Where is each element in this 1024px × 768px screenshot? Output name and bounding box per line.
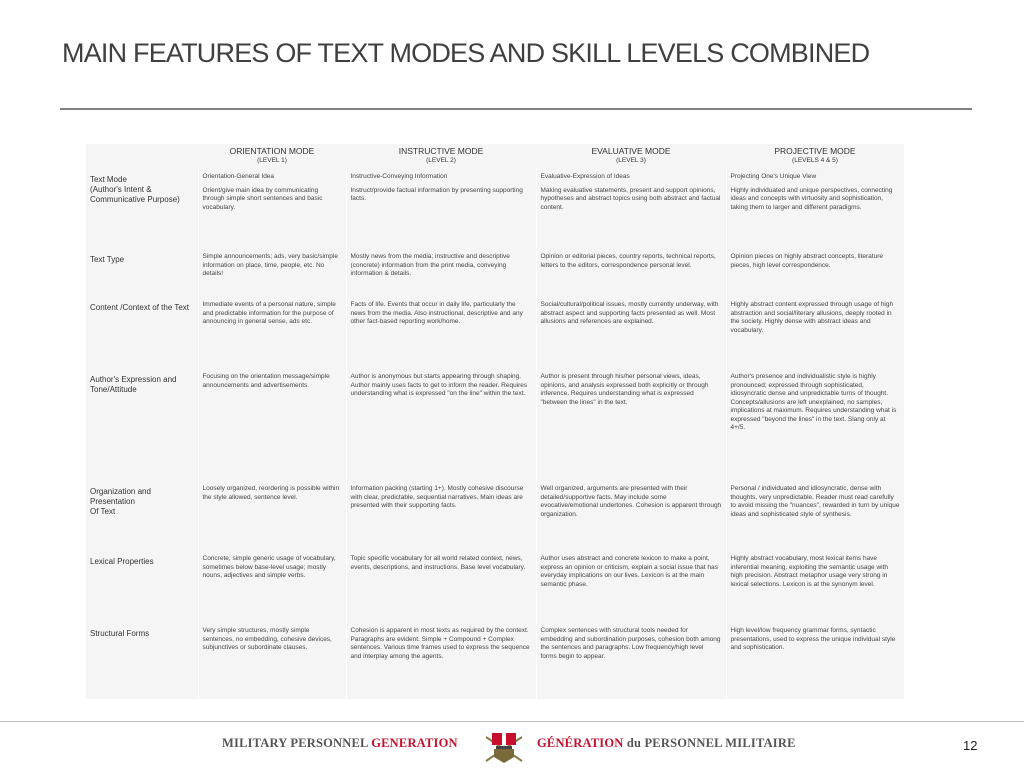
- table-cell: Instructive-Conveying Information Instruct/provide factual information by presenting supporting facts.: [346, 168, 536, 248]
- table-row: [86, 480, 904, 550]
- crest-logo-icon: [480, 727, 528, 767]
- table-row: [86, 550, 904, 622]
- table-cell: Well organized, arguments are presented with their detailed/supportive facts. May include some evocative/emotional undertones. Cohesion is apparent through organization.: [536, 480, 726, 550]
- table-row: [86, 296, 904, 368]
- page-number: 12: [963, 738, 978, 753]
- table-cell: Personal / individuated and idiosyncratic, dense with thoughts, very unpredictable. Reader must read carefully to avoid missing the "nuances", rewarded in turn by unique ideas and sophisticated style of synthesis.: [726, 480, 904, 550]
- row-header: Organization and Presentation Of Text: [90, 487, 151, 516]
- table-cell: Opinion or editorial pieces, country reports, technical reports, letters to the editors, correspondence personal level.: [536, 248, 726, 296]
- column-header: PROJECTIVE MODE (LEVELS 4 & 5): [774, 146, 856, 164]
- row-header: Text Mode (Author's Intent & Communicative Purpose): [90, 175, 180, 204]
- row-header: Lexical Properties: [90, 557, 154, 566]
- table-cell: Highly abstract content expressed through usage of high abstraction and social/literary allusions, deeply rooted in the society. Highly dense with abstract ideas and vocabulary.: [726, 296, 904, 368]
- table-cell: Author's presence and individualistic style is highly pronounced; expressed through sophisticated, idiosyncratic dense and unpredictable turns of thought. Concepts/allusions are left unexplained, no samples, implications at maximum. Requires understanding what is expressed "beyond the lines" in the text. Slang only at 4+/5.: [726, 368, 904, 480]
- table-cell: Author is present through his/her personal views, ideas, opinions, and analysis expressed both explicitly or through inference. Requires understanding what is expressed "between the lines" in the text.: [536, 368, 726, 480]
- table-cell: High level/low frequency grammar forms, syntactic presentations, used to express the unique individual style and sophistication.: [726, 622, 904, 699]
- features-table: [86, 144, 904, 699]
- table-cell: Author uses abstract and concrete lexicon to make a point, express an opinion or criticism, explain a social issue that has everyday implications on our lives. Lexicon is at the main semantic phase.: [536, 550, 726, 622]
- row-header: Author's Expression and Tone/Attitude: [90, 375, 177, 394]
- table-cell: Mostly news from the media; instructive and descriptive (concrete) information from the print media, conveying information & details.: [346, 248, 536, 296]
- row-header: Structural Forms: [90, 629, 150, 638]
- column-header: INSTRUCTIVE MODE (LEVEL 2): [398, 146, 484, 164]
- table-cell: Highly abstract vocabulary, most lexical items have inferential meaning, exploiting the semantic usage with high precision. Abstract metaphor usage very strong in lexical selections. Lexicon is at the synonym level.: [726, 550, 904, 622]
- row-header: Text Type: [90, 255, 125, 264]
- table-cell: Cohesion is apparent in most texts as required by the context. Paragraphs are evident. Simple + Compound + Complex sentences. Various time frames used to express the sequence and interplay among the agents.: [346, 622, 536, 699]
- table-cell: Facts of life. Events that occur in daily life, particularly the news from the media. Also instructional, descriptive and any other fact-based reporting work/home.: [346, 296, 536, 368]
- table-row: [86, 168, 904, 248]
- brand-english: MILITARY PERSONNEL GENERATION: [222, 736, 458, 750]
- table-row: [86, 248, 904, 296]
- table-cell: Very simple structures, mostly simple sentences, no embedding, cohesive devices, subjunctives or subordinate clauses.: [198, 622, 346, 699]
- table-cell: Complex sentences with structural tools needed for embedding and subordination purposes, cohesion both among the sentences and paragraphs. Low frequency/high level forms begin to appear.: [536, 622, 726, 699]
- table-cell: Orientation-General Idea Orient/give main idea by communicating through simple short sentences and basic vocabulary.: [198, 168, 346, 248]
- table-row: [86, 368, 904, 480]
- table-cell: Information packing (starting 1+). Mostly cohesive discourse with clear, predictable, sequential narratives. Main ideas are presented with their supporting facts.: [346, 480, 536, 550]
- column-header: EVALUATIVE MODE (LEVEL 3): [591, 146, 671, 164]
- table-row: [86, 622, 904, 699]
- table-cell: Loosely organized, reordering is possible within the style allowed, sentence level.: [198, 480, 346, 550]
- table-cell: Evaluative-Expression of Ideas Making evaluative statements, present and support opinions, hypotheses and abstract topics using both abstract and factual content.: [536, 168, 726, 248]
- table-cell: Focusing on the orientation message/simple announcements and advertisements.: [198, 368, 346, 480]
- page-title: MAIN FEATURES OF TEXT MODES AND SKILL LEVELS COMBINED: [62, 38, 870, 68]
- table-header-row: [86, 144, 904, 168]
- table-cell: Author is anonymous but starts appearing through shaping. Author mainly uses facts to get to inform the reader. Requires understanding what is expressed "on the line" within the text.: [346, 368, 536, 480]
- table-cell: Concrete, simple generic usage of vocabulary, sometimes below base-level usage; mostly nouns, adjectives and simple verbs.: [198, 550, 346, 622]
- title-divider: [60, 108, 972, 110]
- table-cell: Projecting One's Unique View Highly individuated and unique perspectives, connecting ideas and concepts with virtuosity and sophistication, taking them to larger and different paradigms.: [726, 168, 904, 248]
- footer-divider: [0, 721, 1024, 722]
- table-cell: Social/cultural/political issues, mostly currently underway, with abstract aspect and supporting facts presented as well. Most allusions and references are explained.: [536, 296, 726, 368]
- brand-french: GÉNÉRATION du PERSONNEL MILITAIRE: [537, 736, 796, 750]
- table-cell: Simple announcements; ads, very basic/simple information on place, time, people, etc. No details!: [198, 248, 346, 296]
- column-header: ORIENTATION MODE (LEVEL 1): [229, 146, 315, 164]
- corner-cell: [86, 144, 198, 168]
- row-header: Content /Context of the Text: [90, 303, 190, 312]
- table-cell: Topic specific vocabulary for all world related context, news, events, descriptions, and instructions. Base level vocabulary.: [346, 550, 536, 622]
- table-cell: Opinion pieces on highly abstract concepts, literature pieces, high level correspondence.: [726, 248, 904, 296]
- table-cell: Immediate events of a personal nature, simple and predictable information for the purpose of announcing in general sense, ads etc.: [198, 296, 346, 368]
